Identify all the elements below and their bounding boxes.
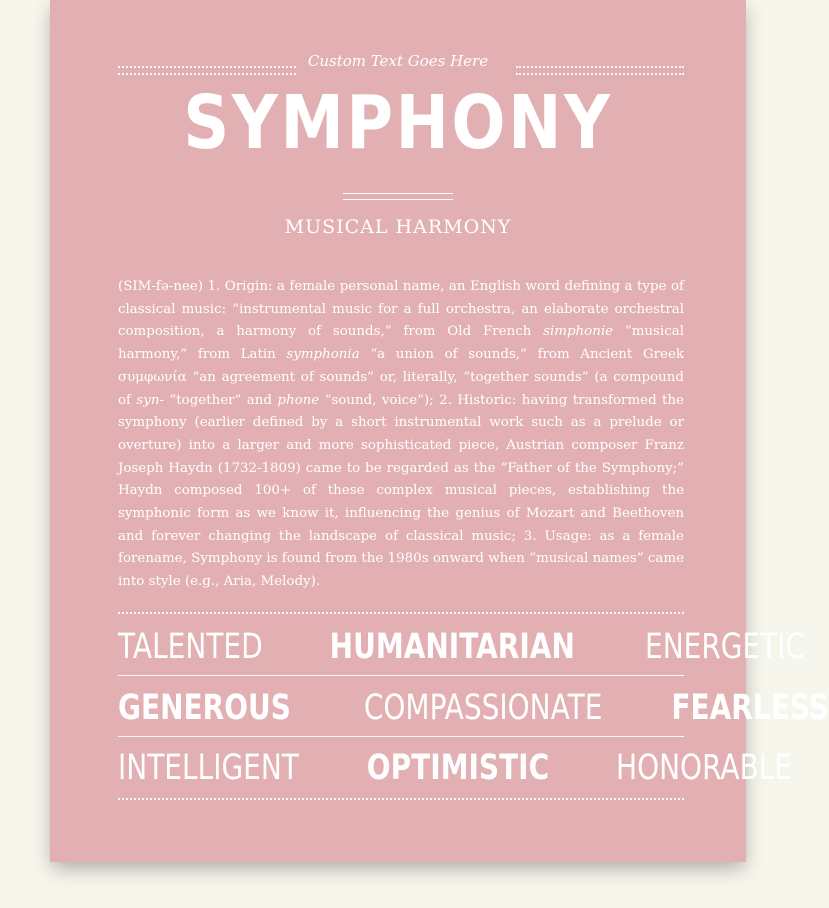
definition-text-5: “sound, voice”); 2. Historic: having transformed the symphony (earlier defined by a short instrumental work such as a prelude or overture) into a larger and more sophisticated piece, Austrian composer Franz Joseph Haydn (1732-1809) came to be regarded as the “Father of the Symphony;” Haydn composed 100+ of these complex musical pieces, establishing the symphonic form as we know it, influencing the genius of Mozart and Beethoven and forever changing the landscape of classical music; 3. Usage: as a female forename, Symphony is found from the 1980s onward when “musical names” came into style (e.g., Aria, Melody). xyxy=(118,392,684,590)
dotted-divider-traits-bottom xyxy=(118,798,684,800)
trait-word: ENERGETIC xyxy=(645,627,806,667)
traits-row-2 xyxy=(118,683,829,733)
trait-word: TALENTED xyxy=(118,627,263,667)
title-rule-lower xyxy=(343,199,453,200)
traits-row-3 xyxy=(118,743,793,793)
name-poster xyxy=(50,0,829,862)
traits-divider-1 xyxy=(118,675,684,676)
definition-term-phone: phone xyxy=(277,392,320,408)
definition-paragraph xyxy=(118,276,684,594)
dotted-divider-left-lower xyxy=(118,73,296,75)
poster-title: SYMPHONY xyxy=(183,80,613,166)
custom-tagline: Custom Text Goes Here xyxy=(307,52,489,70)
title-rule-upper xyxy=(343,193,453,194)
name-meaning-subtitle: MUSICAL HARMONY xyxy=(284,216,512,238)
trait-word: COMPASSIONATE xyxy=(363,688,603,728)
trait-word: OPTIMISTIC xyxy=(366,748,550,788)
definition-text-2: “musical harmony,” from Latin xyxy=(118,324,684,363)
trait-word: HUMANITARIAN xyxy=(329,627,575,667)
definition-text-4: “together” and xyxy=(164,392,278,408)
dotted-divider-traits-top xyxy=(118,612,684,614)
dotted-divider-right-lower xyxy=(516,73,684,75)
dotted-divider-right xyxy=(516,66,684,68)
definition-term-syn: syn- xyxy=(136,392,165,408)
trait-word: FEARLESS xyxy=(671,688,829,728)
definition-text-1: (SIM-fə-nee) 1. Origin: a female personal name, an English word defining a type of classical music: “instrumental music for a full orchestra, an elaborate orchestral composition, a harmony of sounds,” from Old French xyxy=(118,279,684,340)
trait-word: HONORABLE xyxy=(616,748,793,788)
definition-term-symphonia: symphonia xyxy=(286,347,360,363)
traits-row-1 xyxy=(118,622,806,672)
trait-word: INTELLIGENT xyxy=(118,748,299,788)
definition-term-simphonie: simphonie xyxy=(543,324,614,340)
traits-divider-2 xyxy=(118,736,684,737)
trait-word: GENEROUS xyxy=(118,688,291,728)
definition-text-3: “a union of sounds,” from Ancient Greek συμφωνία “an agreement of sounds” or, literally, “together sounds” (a compound of xyxy=(118,347,684,408)
